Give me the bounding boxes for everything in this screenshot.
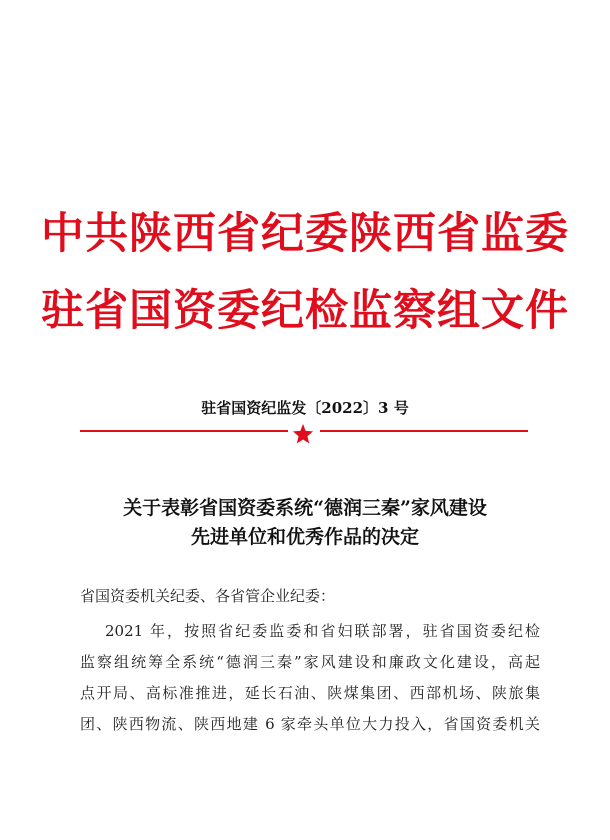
header-title-line-1: 中共陕西省纪委陕西省监委 [41, 209, 569, 259]
separator-rule-right [320, 430, 528, 432]
subject-title-line-2: 先进单位和优秀作品的决定 [190, 526, 419, 548]
header-title-line-2: 驻省国资委纪检监察组文件 [41, 286, 569, 336]
subject-title-line-1: 关于表彰省国资委系统“德润三秦”家风建设 [123, 497, 487, 519]
star-icon [292, 423, 314, 445]
salutation: 省国资委机关纪委、各省管企业纪委： [80, 587, 336, 605]
body-paragraph-line: 监察组统筹全系统“德润三秦”家风建设和廉政文化建设，高起 [80, 653, 540, 671]
separator-rule-left [80, 430, 288, 432]
body-paragraph-line: 点开局、高标准推进，延长石油、陕煤集团、西部机场、陕旅集 [80, 684, 540, 702]
document-number: 驻省国资纪监发〔2022〕3 号 [201, 399, 409, 417]
body-paragraph-line: 2021 年，按照省纪委监委和省妇联部署，驻省国资委纪检 [105, 622, 540, 640]
body-paragraph-line: 团、陕西物流、陕西地建 6 家牵头单位大力投入，省国资委机关 [80, 715, 540, 733]
